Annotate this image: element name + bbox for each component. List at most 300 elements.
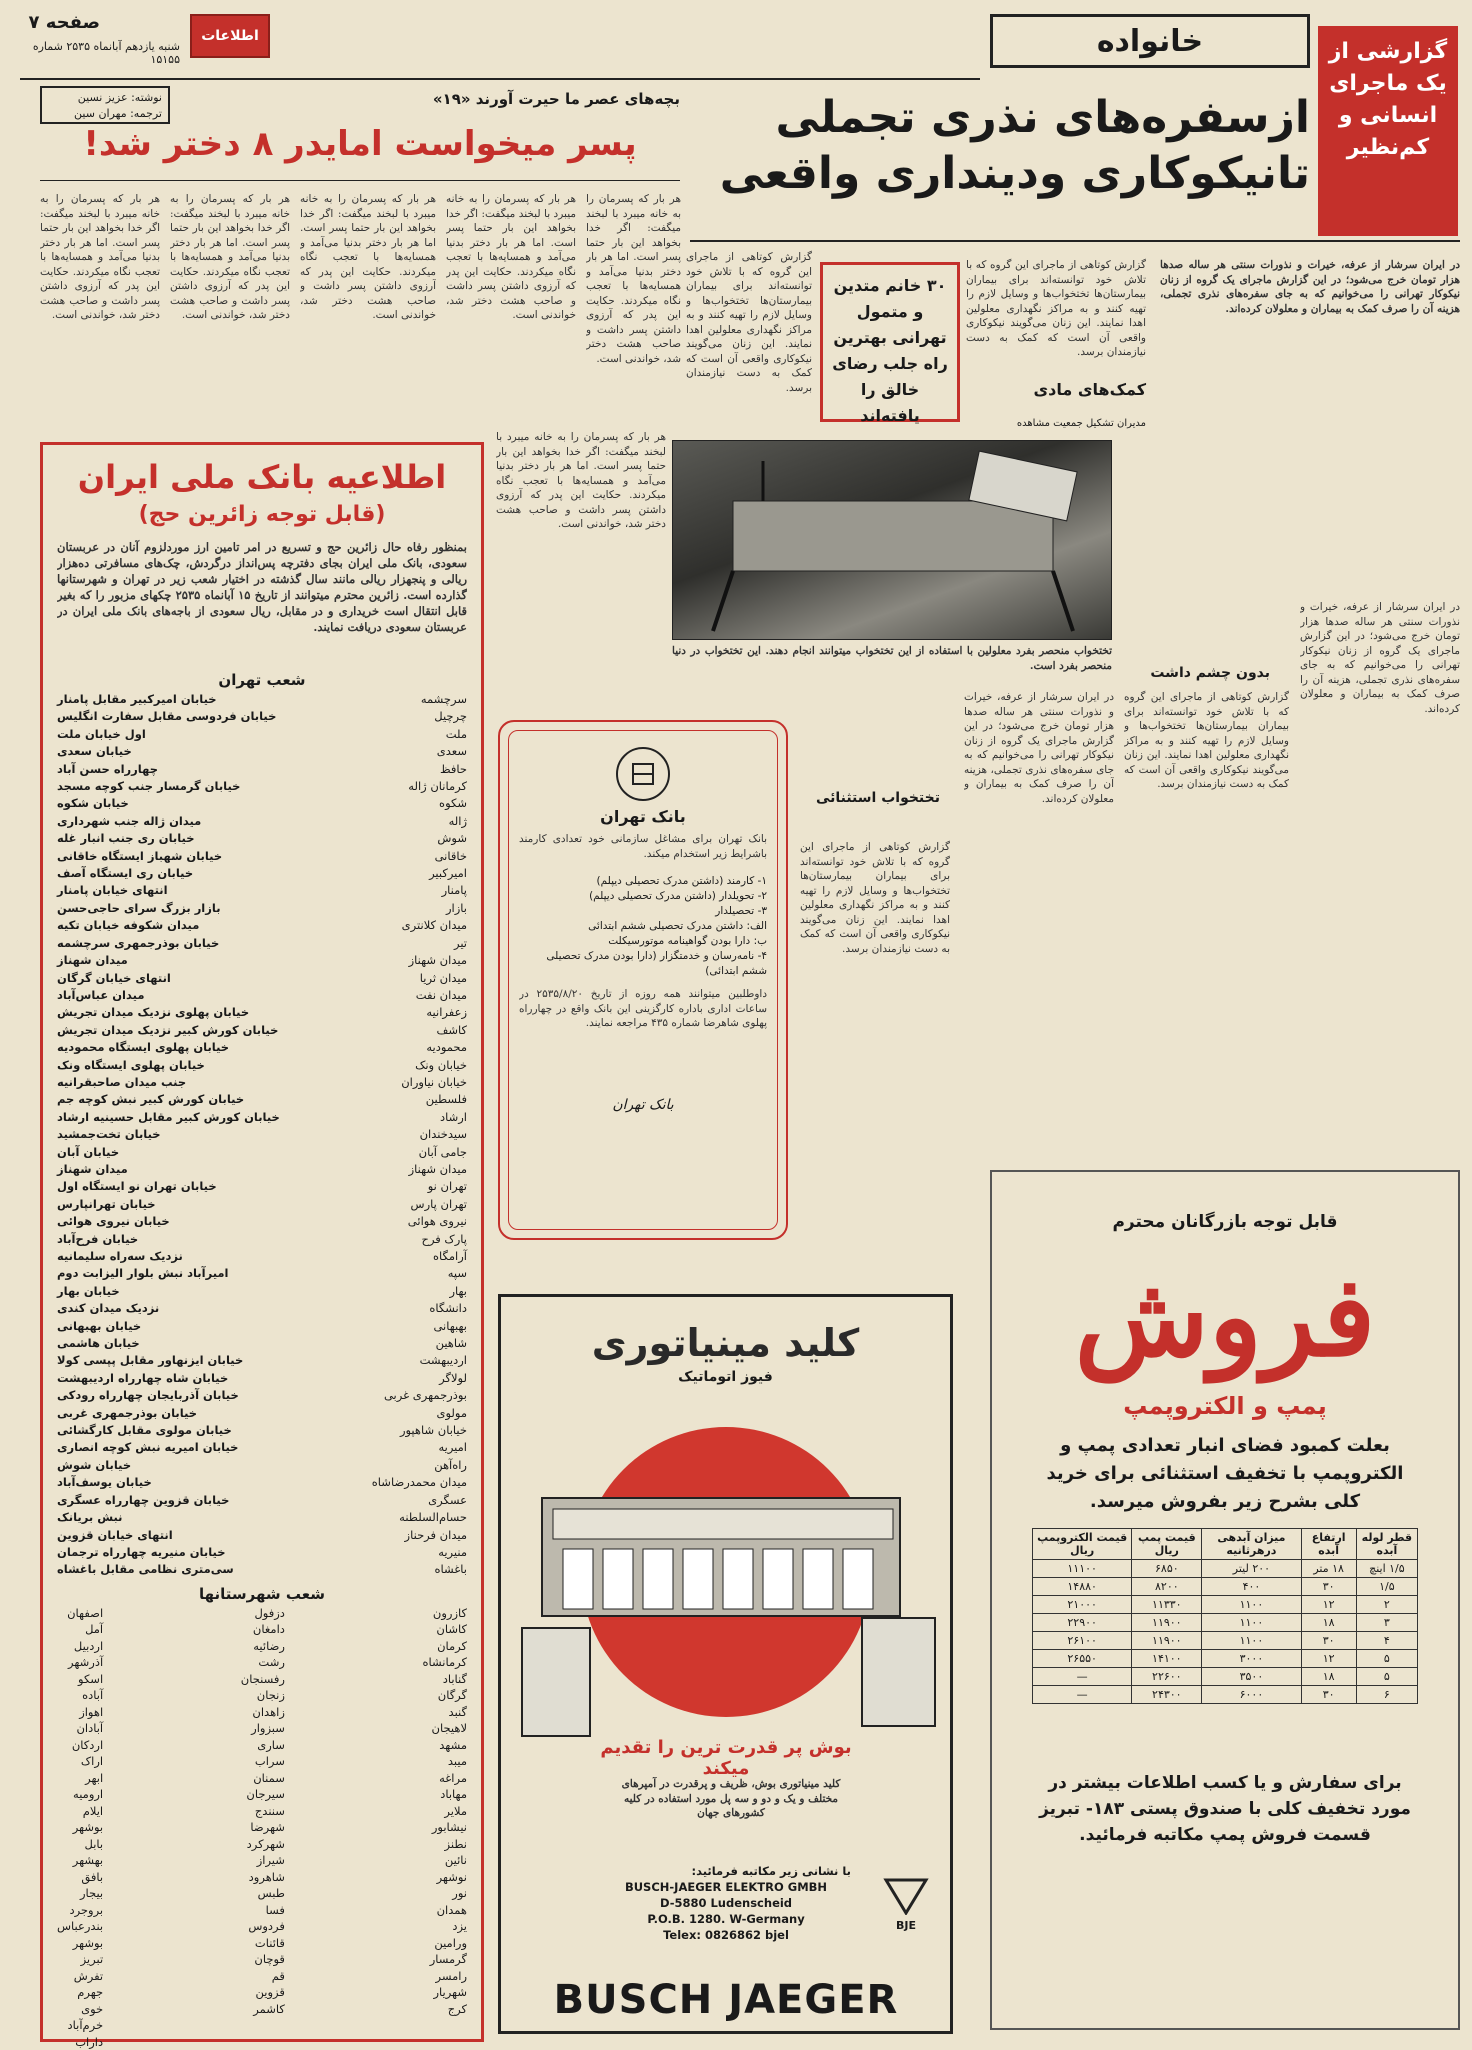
serial-col1-text: هر بار که پسرمان را به خانه میبرد با لبخند میگفت: اگر خدا بخواهد این بار حتما پسر است. اما هر بار دختر بدنیا می‌آمد و همسایه‌ها با تعجب نگاه میکردند. حکایت این پدر که آرزوی داشتن پسر داشت و صاحب هشت دختر شد، خواندنی است.: [586, 193, 681, 365]
pump-table-cell: ۶۰۰۰: [1202, 1686, 1301, 1704]
branch-name: جامی آبان: [418, 1144, 467, 1159]
branch-name: نیروی هوائی: [407, 1214, 467, 1229]
serial-headline-text: پسر میخواست امایدر ۸ دختر شد!: [83, 124, 637, 164]
main-headline-line2: تانیکوکاری ودینداری واقعی: [719, 148, 1310, 199]
province-branch: بهشهر: [72, 1853, 104, 1868]
province-branch: بابل: [84, 1836, 104, 1851]
province-branch: شهرضا: [250, 1820, 285, 1835]
branch-address: میدان عباس‌آباد: [57, 987, 145, 1002]
branch-name: خیابان شاهپور: [399, 1423, 467, 1438]
pump-table-cell: ۱۱۱۰۰: [1033, 1560, 1132, 1578]
province-branch: ملایر: [444, 1803, 467, 1818]
branch-name: بوذرجمهری غربی: [383, 1388, 467, 1403]
branch-row: [57, 848, 467, 865]
bje-triangle-icon: [881, 1875, 931, 1915]
main-body-col5-text: گزارش کوتاهی از ماجرای این گروه که با تلاش خود توانسته‌اند برای بیماران بیمارستان‌ها تختخواب‌ها و وسایل لازم را تهیه کنند و به مراکز نگهداری معلولین اهدا نمایند. این زنان می‌گویند نیکوکاری واقعی آن است که کمک به دست نیازمندان برسد.: [1124, 691, 1289, 790]
branch-address: خیابان تخت‌جمشید: [57, 1127, 161, 1142]
branch-row: [57, 726, 467, 743]
serial-col1: [586, 192, 681, 422]
province-branch: داراب: [75, 2034, 104, 2049]
bje-pob: P.O.B. 1280. W-Germany: [647, 1912, 805, 1926]
branch-row: [57, 1091, 467, 1108]
province-branch: کرمانشاه: [422, 1655, 467, 1670]
bank-tehran-item: ۳- تحصیلدار: [715, 905, 767, 917]
masthead: [20, 10, 1080, 70]
branch-name: میدان فرحناز: [404, 1527, 467, 1542]
bank-tehran-inner: [508, 730, 778, 1230]
province-branch: رفسنجان: [240, 1671, 285, 1686]
province-branch: همدان: [436, 1902, 467, 1917]
main-body-col6-text: در ایران سرشار از عرفه، خیرات و نذورات سنتی هر ساله صدها هزار تومان خرج می‌شود؛ در این گزارش ماجرای یک گروه از زنان نیکوکار تهرانی را می‌خوانیم که به جای سفره‌های نذری تجملی، هزینه آن را صرف کمک به بیماران و معلولان کرده‌اند.: [964, 691, 1114, 805]
branch-name: مولوی: [436, 1405, 467, 1420]
branch-name: سیدخندان: [419, 1127, 467, 1142]
branch-address: خیابان بوذرجمهری غربی: [57, 1405, 198, 1420]
province-branch: بیجار: [79, 1886, 104, 1901]
province-branch: کاشان: [436, 1622, 467, 1637]
bank-melli-intro: بمنظور رفاه حال زائرین حج و تسریع در امر تامین ارز موردلزوم آنان در عربستان سعودی، بانک ملی ایران بجای دفترچه پس‌انداز درگردش، چک‌های مسافرتی ده‌هزار ریالی و پنجهزار ریالی مانند سال گذشته در اختیار شعب زیر در تهران و شهرستانها گذارده است. زائرین محترم میتوانند از تاریخ ۱۵ آبانماه ۲۵۳۵ چکهای مزبور را که بغیر قابل انتقال است خریداری و در مقابل، ریال سعودی از باجه‌های بانک ملی ایران در عربستان سعودی دریافت نمایند.: [57, 540, 467, 634]
header-rule: [20, 78, 980, 80]
branch-name: تیر: [453, 935, 467, 950]
branch-address: خیابان شوش: [57, 1457, 132, 1472]
main-body: گزارش کوتاهی از ماجرای این گروه که با تلاش خود توانسته‌اند برای بیماران بیمارستان‌ها تختخواب‌ها و وسایل لازم را تهیه کنند و به مراکز نگهداری معلولین اهدا نمایند. این زنان می‌گویند نیکوکاری واقعی آن است که کمک به دست نیازمندان برسد.: [966, 259, 1146, 358]
serial-col2: [446, 192, 576, 422]
pump-table-cell: —: [1033, 1668, 1132, 1686]
branch-row: [57, 1544, 467, 1561]
province-column: [241, 1605, 285, 2050]
branch-row: [57, 691, 467, 708]
branch-row: [57, 1004, 467, 1021]
branch-name: راه‌آهن: [434, 1457, 467, 1472]
branch-row: [57, 1039, 467, 1056]
photo-caption: [672, 644, 1112, 684]
serial-col6-text: هر بار که پسرمان را به خانه میبرد با لبخند میگفت: اگر خدا بخواهد این بار حتما پسر است. اما هر بار دختر بدنیا می‌آمد و همسایه‌ها با تعجب نگاه میکردند. حکایت این پدر که آرزوی داشتن پسر داشت و صاحب هشت دختر شد، خواندنی است.: [496, 431, 666, 530]
province-branch: بوشهر: [72, 1935, 104, 1950]
callout-box: [820, 262, 960, 425]
pump-table-row: [1033, 1668, 1418, 1686]
bank-tehran-item: الف: داشتن مدرک تحصیلی ششم ابتدائی: [588, 920, 767, 932]
pump-table-cell: ۵: [1356, 1650, 1417, 1668]
province-branch: نائین: [444, 1853, 467, 1868]
bank-tehran-body: بانک تهران برای مشاغل سازمانی خود تعدادی کارمند باشرایط زیر استخدام میکند.: [519, 833, 767, 860]
photo-caption-text: تختخواب منحصر بفرد معلولین با استفاده از این تختخواب میتوانند انجام دهند. این تختخواب در دنیا منحصر بفرد است.: [672, 645, 1112, 672]
province-branch: شهرکرد: [246, 1836, 285, 1851]
province-branch: کرمان: [437, 1638, 467, 1653]
province-branch: بروجرد: [69, 1902, 104, 1917]
pump-table-row: [1033, 1560, 1418, 1578]
province-branch: جهرم: [77, 1985, 104, 2000]
branch-address: امیرآباد نبش بلوار الیزابت دوم: [57, 1266, 229, 1281]
pump-table-header: ارتفاع آبده: [1301, 1529, 1356, 1560]
pump-heading: قابل توجه بازرگانان محترم: [1112, 1212, 1338, 1232]
branch-name: شکوه: [439, 796, 467, 811]
branch-row: [57, 1561, 467, 1578]
province-branch: ایلام: [82, 1803, 104, 1818]
province-branch: قزوین: [255, 1985, 285, 2000]
main-body-col3: [686, 250, 812, 430]
paper-logo: [190, 14, 270, 58]
serial-col5-text: هر بار که پسرمان را به خانه میبرد با لبخند میگفت: اگر خدا بخواهد این بار حتما پسر است. اما هر بار دختر بدنیا می‌آمد و همسایه‌ها با تعجب نگاه میکردند. حکایت این پدر که آرزوی داشتن پسر داشت و صاحب هشت دختر شد، خواندنی است.: [40, 193, 160, 321]
province-branch: مهاباد: [440, 1787, 467, 1802]
branch-name: تهران پارس: [410, 1196, 467, 1211]
branch-name: باغشاه: [434, 1562, 467, 1577]
page-number: صفحه ۷: [28, 12, 100, 33]
branch-row: [57, 1248, 467, 1265]
bje-brand: BUSCH JAEGER: [553, 1977, 899, 2023]
province-branch: مراغه: [439, 1770, 467, 1785]
branch-row: [57, 1509, 467, 1526]
serial-kicker-text: بچه‌های عصر ما حیرت آورند «۱۹»: [432, 90, 680, 108]
province-branch: رضائیه: [253, 1638, 285, 1653]
branch-row: [57, 1057, 467, 1074]
provinces-list: [57, 1605, 467, 2050]
province-branch: گرگان: [437, 1688, 467, 1703]
pump-body: بعلت کمبود فضای انبار تعدادی پمپ و الکتروپمپ با تخفیف استثنائی برای خرید کلی بشرح زیر بفروش میرسد.: [1046, 1435, 1404, 1512]
province-branch: رشت: [258, 1655, 285, 1670]
province-branch: اصفهان: [67, 1605, 104, 1620]
serial-col3: [300, 192, 436, 422]
pump-table-cell: ۳۰۰۰: [1202, 1650, 1301, 1668]
branch-row: [57, 865, 467, 882]
province-branch: نطنز: [444, 1836, 467, 1851]
branch-name: شوش: [437, 831, 467, 846]
branch-name: تهران نو: [427, 1179, 467, 1194]
province-branch: شاهرود: [248, 1869, 285, 1884]
bank-tehran-items: [519, 874, 767, 979]
bank-tehran-footer: داوطلبین میتوانند همه روزه از تاریخ ۲۵۳۵/۸/۲۰ در ساعات اداری باداره کارگزینی این بانک واقع در چهارراه پهلوی شاهرضا شماره ۴۳۵ مراجعه نمایند.: [519, 988, 767, 1029]
pump-table-cell: ۱۴۸۸۰: [1033, 1578, 1132, 1596]
branch-address: خیابان کورش کبیر نبش کوچه جم: [57, 1092, 245, 1107]
branch-name: ارشاد: [439, 1109, 467, 1124]
branch-address: خیابان امیرکبیر مقابل پامنار: [57, 692, 217, 706]
province-branch: اهواز: [79, 1704, 104, 1719]
branch-row: [57, 1335, 467, 1352]
bje-contact-intro: با نشانی زیر مکاتبه فرمائید:: [691, 1864, 851, 1878]
branch-address: خیابان قزوین چهارراه عسگری: [57, 1492, 230, 1507]
branch-row: [57, 900, 467, 917]
pump-footer: برای سفارش و یا کسب اطلاعات بیشتر در مورد تخفیف کلی با صندوق پستی ۱۸۳- تبریز قسمت فروش پمپ مکاتبه فرمائید.: [1039, 1773, 1411, 1845]
province-branch: نیشابور: [431, 1820, 467, 1835]
pump-table-cell: ۱۱۳۳۰: [1132, 1596, 1202, 1614]
province-branch: طبس: [257, 1886, 285, 1901]
pump-table-cell: ۱۱۰۰: [1202, 1596, 1301, 1614]
pump-table-cell: ۱۸: [1301, 1614, 1356, 1632]
pump-ad: [990, 1170, 1460, 2030]
main-subhead2-text: بدون چشم داشت: [1150, 665, 1270, 681]
branch-row: [57, 1318, 467, 1335]
serial-col5: [40, 192, 160, 422]
branch-name: فلسطین: [425, 1092, 467, 1107]
main-subhead-text: کمک‌های مادی: [1033, 380, 1146, 399]
bank-melli-title: اطلاعیه بانک ملی ایران: [77, 458, 447, 496]
pump-table-cell: ۳۵۰۰: [1202, 1668, 1301, 1686]
branch-row: [57, 952, 467, 969]
pump-table-cell: ۲۲۹۰۰: [1033, 1614, 1132, 1632]
branch-name: منیریه: [438, 1544, 467, 1559]
branch-address: خیابان یوسف‌آباد: [57, 1475, 152, 1490]
news-photo: [672, 440, 1112, 640]
province-branch: اراک: [80, 1754, 104, 1769]
branch-name: خیابان ونک: [415, 1057, 467, 1072]
branch-address: خیابان گرمسار جنب کوچه مسجد: [57, 779, 241, 794]
serial-col6: [496, 430, 666, 700]
bank-tehran-signature: بانک تهران: [612, 1097, 674, 1113]
branch-address: خیابان هاشمی: [57, 1336, 140, 1351]
bje-contact: [601, 1863, 851, 1943]
main-subhead3-text: تختخواب استثنائی: [815, 790, 940, 806]
branch-name: حسام‌السلطنه: [399, 1510, 467, 1525]
callout-text: ۳۰ خانم متدین و متمول تهرانی بهترین راه جلب رضای خالق را یافته‌اند: [832, 276, 948, 425]
serial-credits: [40, 86, 170, 124]
pump-table-cell: ۱۲: [1301, 1596, 1356, 1614]
branch-name: لولاگر: [439, 1370, 467, 1385]
branch-address: نزدیک میدان کندی: [57, 1301, 160, 1316]
branch-name: امیرکبیر: [429, 866, 467, 881]
branch-row: [57, 743, 467, 760]
branch-address: نزدیک سه‌راه سلیمانیه: [57, 1249, 183, 1263]
branch-name: بهار: [449, 1283, 467, 1298]
breaker-panel-image: [541, 1497, 901, 1617]
branch-row: [57, 1161, 467, 1178]
main-body-col4-text: در ایران سرشار از عرفه، خیرات و نذورات سنتی هر ساله صدها هزار تومان خرج می‌شود؛ در این گزارش ماجرای یک گروه از زنان نیکوکار تهرانی را می‌خوانیم که به جای سفره‌های نذری تجملی، هزینه آن را صرف کمک به بیماران و معلولان کرده‌اند.: [1300, 601, 1460, 715]
pump-table-cell: ۳۰: [1301, 1632, 1356, 1650]
serial-col2-text: هر بار که پسرمان را به خانه میبرد با لبخند میگفت: اگر خدا بخواهد این بار حتما پسر است. اما هر بار دختر بدنیا می‌آمد و همسایه‌ها با تعجب نگاه میکردند. حکایت این پدر که آرزوی داشتن پسر داشت و صاحب هشت دختر شد، خواندنی است.: [446, 193, 576, 321]
province-branch: فسا: [265, 1902, 285, 1917]
provinces-heading: شعب شهرستانها: [199, 1584, 325, 1603]
province-branch: بوشهر: [72, 1820, 104, 1835]
branch-name: شاهین: [435, 1336, 467, 1351]
province-branch: کرج: [447, 2001, 467, 2016]
province-branch: رامسر: [435, 1968, 467, 1983]
bje-slogan: بوش پر قدرت ترین را تقدیم میکند: [600, 1737, 852, 1779]
pump-table-cell: ۱۸ متر: [1301, 1560, 1356, 1578]
province-branch: بندرعباس: [57, 1919, 104, 1934]
branch-name: زعفرانیه: [426, 1005, 467, 1020]
bje-city: D-5880 Ludenscheid: [659, 1896, 793, 1910]
province-branch: زنجان: [256, 1688, 285, 1703]
branch-name: دانشگاه: [429, 1301, 467, 1316]
branch-address: خیابان پهلوی نزدیک میدان تجریش: [57, 1005, 250, 1020]
province-branch: سراب: [254, 1754, 285, 1769]
bank-tehran-item: ۱- کارمند (داشتن مدرک تحصیلی دیپلم): [596, 875, 767, 887]
bank-melli-subtitle: (قابل توجه زائرین حج): [138, 502, 386, 527]
branch-name: کاشف: [436, 1022, 467, 1037]
province-branch: فردوس: [248, 1919, 285, 1934]
branch-address: خیابان شکوه: [57, 796, 129, 811]
breaker-unit-left: [521, 1627, 591, 1737]
main-body-col6: [964, 690, 1114, 1110]
branch-row: [57, 795, 467, 812]
branch-address: خیابان شهباز ایستگاه خاقانی: [57, 848, 223, 863]
tehran-branches-heading: شعب تهران: [218, 671, 306, 689]
bank-melli-notice: [40, 442, 484, 2049]
province-column: [423, 1605, 467, 2050]
branch-address: انتهای خیابان پامنار: [57, 883, 168, 898]
pump-table-row: [1033, 1614, 1418, 1632]
province-branch: ساری: [257, 1737, 285, 1752]
branch-address: میدان شهناز: [57, 953, 128, 968]
pump-table-cell: ۸۲۰۰: [1132, 1578, 1202, 1596]
bank-tehran-item: ۲- تحویلدار (داشتن مدرک تحصیلی دیپلم): [589, 890, 767, 902]
branch-name: سرچشمه: [420, 692, 467, 706]
branch-row: [57, 1022, 467, 1039]
pump-price-table: [1032, 1528, 1418, 1704]
province-branch: یزد: [452, 1919, 467, 1934]
pump-table-cell: ۱۲: [1301, 1650, 1356, 1668]
branch-address: خیابان آبان: [57, 1144, 120, 1159]
main-body-copy: گزارش کوتاهی از ماجرای این گروه که با تلاش خود توانسته‌اند برای بیماران بیمارستان‌ها تختخواب‌ها و وسایل لازم را تهیه کنند و به مراکز نگهداری معلولین اهدا نمایند. این زنان می‌گویند نیکوکاری واقعی آن است که کمک به دست نیازمندان برسد.: [686, 251, 812, 394]
main-byline: [966, 418, 1146, 429]
province-branch: سمنان: [253, 1770, 285, 1785]
province-branch: بافق: [81, 1869, 104, 1884]
province-branch: سنندج: [254, 1803, 285, 1818]
pump-table-header: قیمت الکتروپمپ ریال: [1033, 1529, 1132, 1560]
branch-name: عسگری: [428, 1492, 467, 1507]
branch-row: [57, 1074, 467, 1091]
branch-row: [57, 1352, 467, 1369]
branch-row: [57, 830, 467, 847]
pump-table-header: قیمت پمپ ریال: [1132, 1529, 1202, 1560]
pump-table-row: [1033, 1632, 1418, 1650]
pump-table-cell: ۱/۵ اینچ: [1356, 1560, 1417, 1578]
branch-name: خیابان نیاوران: [401, 1074, 467, 1089]
pump-table-cell: ۱۴۱۰۰: [1132, 1650, 1202, 1668]
branch-name: بازار: [445, 900, 467, 915]
branch-row: [57, 778, 467, 795]
branch-address: خیابان ری ایستگاه آصف: [57, 866, 194, 881]
branch-address: بازار بزرگ سرای حاجی‌حسن: [57, 900, 221, 915]
branch-row: [57, 1178, 467, 1195]
branch-address: میدان شهناز: [57, 1161, 128, 1176]
intro-side-text: گزارشی از یک ماجرای انسانی و کم‌نظیر: [1328, 39, 1448, 160]
bank-tehran-emblem: [616, 747, 670, 801]
branch-name: کرمانان ژاله: [408, 779, 467, 794]
branch-name: حافظ: [439, 761, 467, 776]
branch-row: [57, 1231, 467, 1248]
province-branch: دامغان: [252, 1622, 285, 1637]
main-headline: [690, 90, 1310, 202]
branch-address: خیابان نیروی هوائی: [57, 1214, 170, 1229]
branch-address: خیابان شاه چهارراه اردیبهشت: [57, 1370, 229, 1385]
branch-row: [57, 882, 467, 899]
province-branch: اردکان: [71, 1737, 104, 1752]
province-branch: مشهد: [439, 1737, 467, 1752]
branch-address: میدان ژاله جنب شهرداری: [57, 813, 202, 828]
province-column: [57, 1605, 103, 2050]
main-lead: در ایران سرشار از عرفه، خیرات و نذورات سنتی هر ساله صدها هزار تومان خرج می‌شود؛ در این گزارش ماجرای یک گروه از زنان نیکوکار تهرانی را می‌خوانیم که به جای سفره‌های نذری تجملی، هزینه آن را صرف کمک به بیماران و معلولان کرده‌اند.: [1160, 259, 1460, 315]
branch-address: خیابان بوذرجمهری سرچشمه: [57, 935, 220, 950]
pump-table-cell: ۵: [1356, 1668, 1417, 1686]
branch-row: [57, 1109, 467, 1126]
province-branch: کاشمر: [253, 2001, 285, 2016]
serial-kicker: [340, 90, 680, 108]
province-branch: میبد: [447, 1754, 467, 1769]
main-byline-text: مدیران تشکیل جمعیت مشاهده: [1016, 418, 1146, 429]
branch-name: میدان شهناز: [408, 953, 467, 968]
pump-table-cell: ۲۲۶۰۰: [1132, 1668, 1202, 1686]
branch-name: میدان محمدرضاشاه: [371, 1475, 467, 1490]
serial-col3-text: هر بار که پسرمان را به خانه میبرد با لبخند میگفت: اگر خدا بخواهد این بار حتما پسر است. اما هر بار دختر بدنیا می‌آمد و همسایه‌ها با تعجب نگاه میکردند. حکایت این پدر که آرزوی داشتن پسر داشت و صاحب هشت دختر شد، خواندنی است.: [300, 193, 436, 321]
branch-name: سپه: [447, 1266, 467, 1281]
branch-address: خیابان امیریه نبش کوچه انصاری: [57, 1440, 239, 1455]
branch-name: امیریه: [438, 1440, 467, 1455]
branch-row: [57, 1492, 467, 1509]
branch-address: انتهای خیابان گرگان: [57, 970, 171, 985]
date-line: شنبه یازدهم آبانماه ۲۵۳۵ شماره ۱۵۱۵۵: [32, 40, 180, 66]
branch-name: ژاله: [448, 813, 467, 828]
branch-address: جنب میدان صاحبقرانیه: [57, 1074, 187, 1089]
branch-row: [57, 917, 467, 934]
branch-name: میدان نفت: [415, 987, 467, 1002]
province-branch: ارومیه: [73, 1787, 104, 1802]
main-body-col7-text: گزارش کوتاهی از ماجرای این گروه که با تلاش خود توانسته‌اند برای بیماران بیمارستان‌ها تختخواب‌ها و وسایل لازم را تهیه کنند و به مراکز نگهداری معلولین اهدا نمایند. این زنان می‌گویند نیکوکاری واقعی آن است که کمک به دست نیازمندان برسد.: [800, 841, 950, 955]
province-branch: قائنات: [254, 1935, 285, 1950]
pump-price-table-wrap: [992, 1522, 1458, 1710]
province-branch: اردبیل: [73, 1638, 104, 1653]
serial-col4: [170, 192, 290, 422]
main-headline-rule: [690, 240, 1460, 242]
pump-table-cell: ۱۸: [1301, 1668, 1356, 1686]
bje-title: کلید مینیاتوری: [591, 1321, 860, 1365]
province-branch: آذرشهر: [67, 1655, 104, 1670]
bje-telex: Telex: 0826862 bjel: [663, 1928, 789, 1942]
branch-address: خیابان سعدی: [57, 744, 132, 759]
pump-table-cell: —: [1033, 1686, 1132, 1704]
branch-row: [57, 1300, 467, 1317]
branch-row: [57, 1370, 467, 1387]
bje-logo-text: BJE: [896, 1919, 916, 1932]
branch-row: [57, 1527, 467, 1544]
branch-row: [57, 1196, 467, 1213]
bje-ad: [498, 1294, 953, 2034]
branch-row: [57, 1474, 467, 1491]
branch-address: خیابان منیریه چهارراه ترجمان: [57, 1544, 226, 1559]
branch-address: اول خیابان ملت: [57, 726, 146, 741]
branch-address: خیابان تهرانپارس: [57, 1196, 156, 1211]
pump-table-cell: ۱۱۰۰: [1202, 1614, 1301, 1632]
province-branch: دزفول: [254, 1605, 285, 1620]
branch-address: خیابان کورش کبیر نزدیک میدان تجریش: [57, 1022, 279, 1037]
province-branch: شهریار: [433, 1985, 467, 2000]
bank-emblem-icon: [628, 759, 658, 789]
province-branch: گناباد: [442, 1671, 467, 1686]
province-branch: گنبد: [448, 1704, 467, 1719]
branch-address: خیابان مولوی مقابل کارگشائی: [57, 1423, 232, 1438]
province-branch: سبزوار: [251, 1721, 285, 1736]
pump-table-cell: ۲: [1356, 1596, 1417, 1614]
province-branch: کازرون: [432, 1605, 467, 1620]
section-title: خانواده: [1096, 23, 1204, 59]
pump-table-cell: ۲۱۰۰۰: [1033, 1596, 1132, 1614]
breaker-unit-right: [861, 1617, 936, 1727]
province-branch: خوی: [81, 2001, 104, 2016]
province-branch: آبادان: [76, 1721, 104, 1736]
main-subhead2: [1120, 665, 1270, 681]
hospital-bed-illustration: [673, 441, 1113, 641]
serial-col4-text: هر بار که پسرمان را به خانه میبرد با لبخند میگفت: اگر خدا بخواهد این بار حتما پسر است. اما هر بار دختر بدنیا می‌آمد و همسایه‌ها با تعجب نگاه میکردند. حکایت این پدر که آرزوی داشتن پسر داشت و صاحب هشت دختر شد، خواندنی است.: [170, 193, 290, 321]
branch-name: میدان ثریا: [419, 970, 467, 985]
branch-address: خیابان ری جنب انبار غله: [57, 831, 195, 846]
bank-tehran-item: ۴- نامه‌رسان و خدمتگزار (دارا بودن مدرک تحصیلی ششم ابتدائی): [546, 950, 767, 977]
main-body-col5: [1124, 690, 1289, 1110]
bje-subtitle: فیوز اتوماتیک: [678, 1369, 773, 1385]
branch-row: [57, 708, 467, 725]
paper-logo-text: اطلاعات: [201, 28, 259, 44]
pump-table-row: [1033, 1686, 1418, 1704]
branch-address: خیابان تهران نو ایستگاه اول: [57, 1179, 217, 1194]
province-branch: آمل: [85, 1622, 104, 1637]
branch-row: [57, 970, 467, 987]
pump-table-cell: ۱۱۰۰: [1202, 1632, 1301, 1650]
